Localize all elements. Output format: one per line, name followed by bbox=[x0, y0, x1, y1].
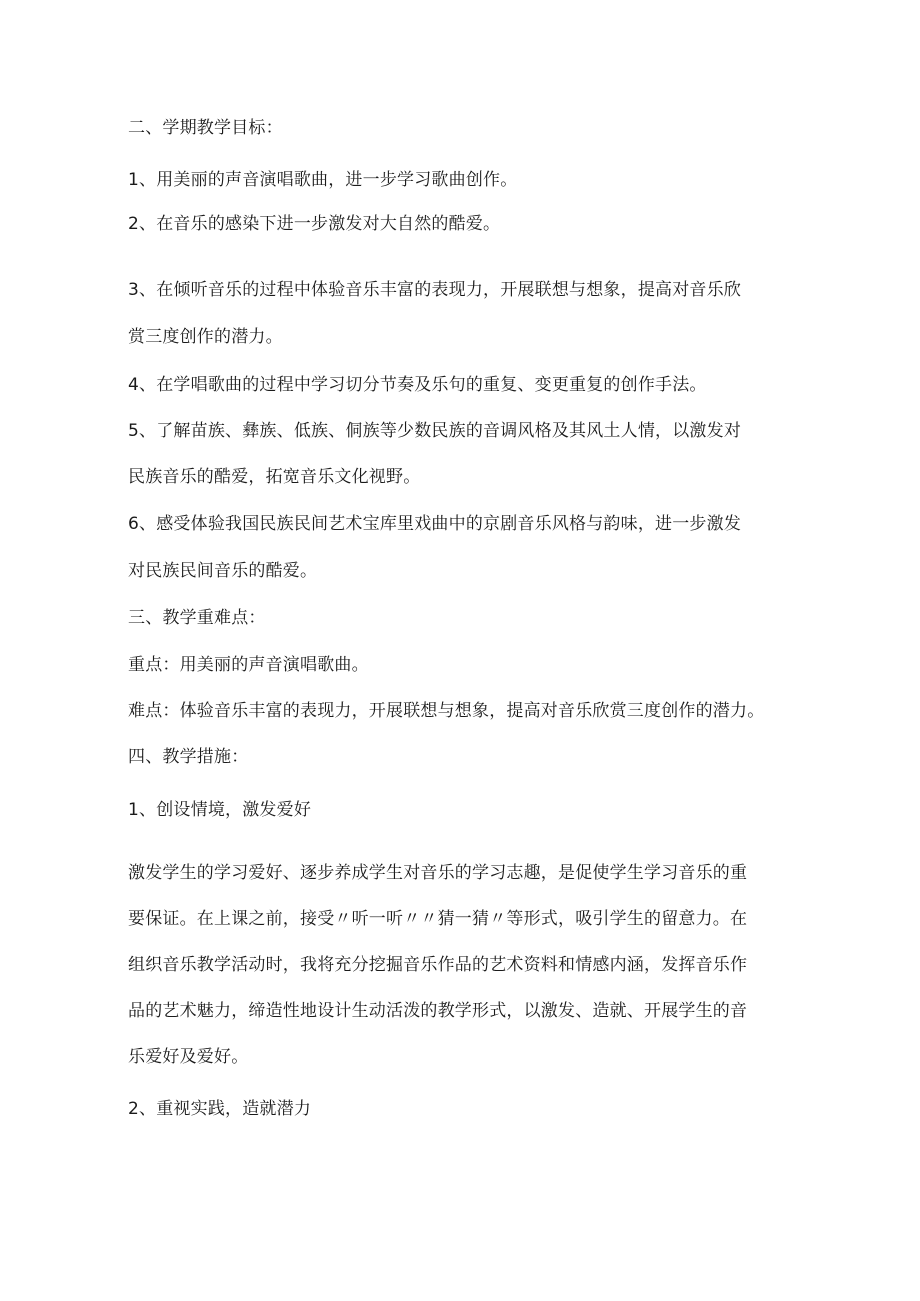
goal-item-2: 2、在音乐的感染下进一步激发对大自然的酷爱。 bbox=[128, 214, 501, 234]
goal-item-1: 1、用美丽的声音演唱歌曲，进一步学习歌曲创作。 bbox=[128, 170, 518, 190]
measure-1-title: 1、创设情境，激发爱好 bbox=[128, 800, 312, 820]
measure-1-paragraph-line-3: 组织音乐教学活动时，我将充分挖掘音乐作品的艺术资料和情感内涵，发挥音乐作 bbox=[128, 955, 748, 975]
measure-2-title: 2、重视实践，造就潜力 bbox=[128, 1099, 312, 1119]
measure-1-paragraph-line-5: 乐爱好及爱好。 bbox=[128, 1047, 249, 1067]
goal-item-4: 4、在学唱歌曲的过程中学习切分节奏及乐句的重复、变更重复的创作手法。 bbox=[128, 375, 707, 395]
measure-1-paragraph-line-2: 要保证。在上课之前，接受〃听一听〃〃猜一猜〃等形式，吸引学生的留意力。在 bbox=[128, 909, 748, 929]
goal-item-5-line-2: 民族音乐的酷爱，拓宽音乐文化视野。 bbox=[128, 467, 421, 487]
measure-1-paragraph-line-4: 品的艺术魅力，缔造性地设计生动活泼的教学形式，以激发、造就、开展学生的音 bbox=[128, 1001, 748, 1021]
goal-item-3-line-2: 赏三度创作的潜力。 bbox=[128, 327, 283, 347]
section-heading-goals: 二、学期教学目标： bbox=[128, 118, 283, 138]
section-heading-key-points: 三、教学重难点： bbox=[128, 608, 266, 628]
difficult-point: 难点：体验音乐丰富的表现力，开展联想与想象，提高对音乐欣赏三度创作的潜力。 bbox=[128, 701, 765, 721]
section-heading-measures: 四、教学措施： bbox=[128, 747, 249, 767]
measure-1-paragraph-line-1: 激发学生的学习爱好、逐步养成学生对音乐的学习志趣，是促使学生学习音乐的重 bbox=[128, 863, 748, 883]
goal-item-6-line-2: 对民族民间音乐的酷爱。 bbox=[128, 561, 318, 581]
key-point: 重点：用美丽的声音演唱歌曲。 bbox=[128, 655, 369, 675]
goal-item-3-line-1: 3、在倾听音乐的过程中体验音乐丰富的表现力，开展联想与想象，提高对音乐欣 bbox=[128, 280, 742, 300]
goal-item-6-line-1: 6、感受体验我国民族民间艺术宝库里戏曲中的京剧音乐风格与韵味，进一步激发 bbox=[128, 514, 742, 534]
goal-item-5-line-1: 5、了解苗族、彝族、低族、侗族等少数民族的音调风格及其风土人情，以激发对 bbox=[128, 421, 742, 441]
